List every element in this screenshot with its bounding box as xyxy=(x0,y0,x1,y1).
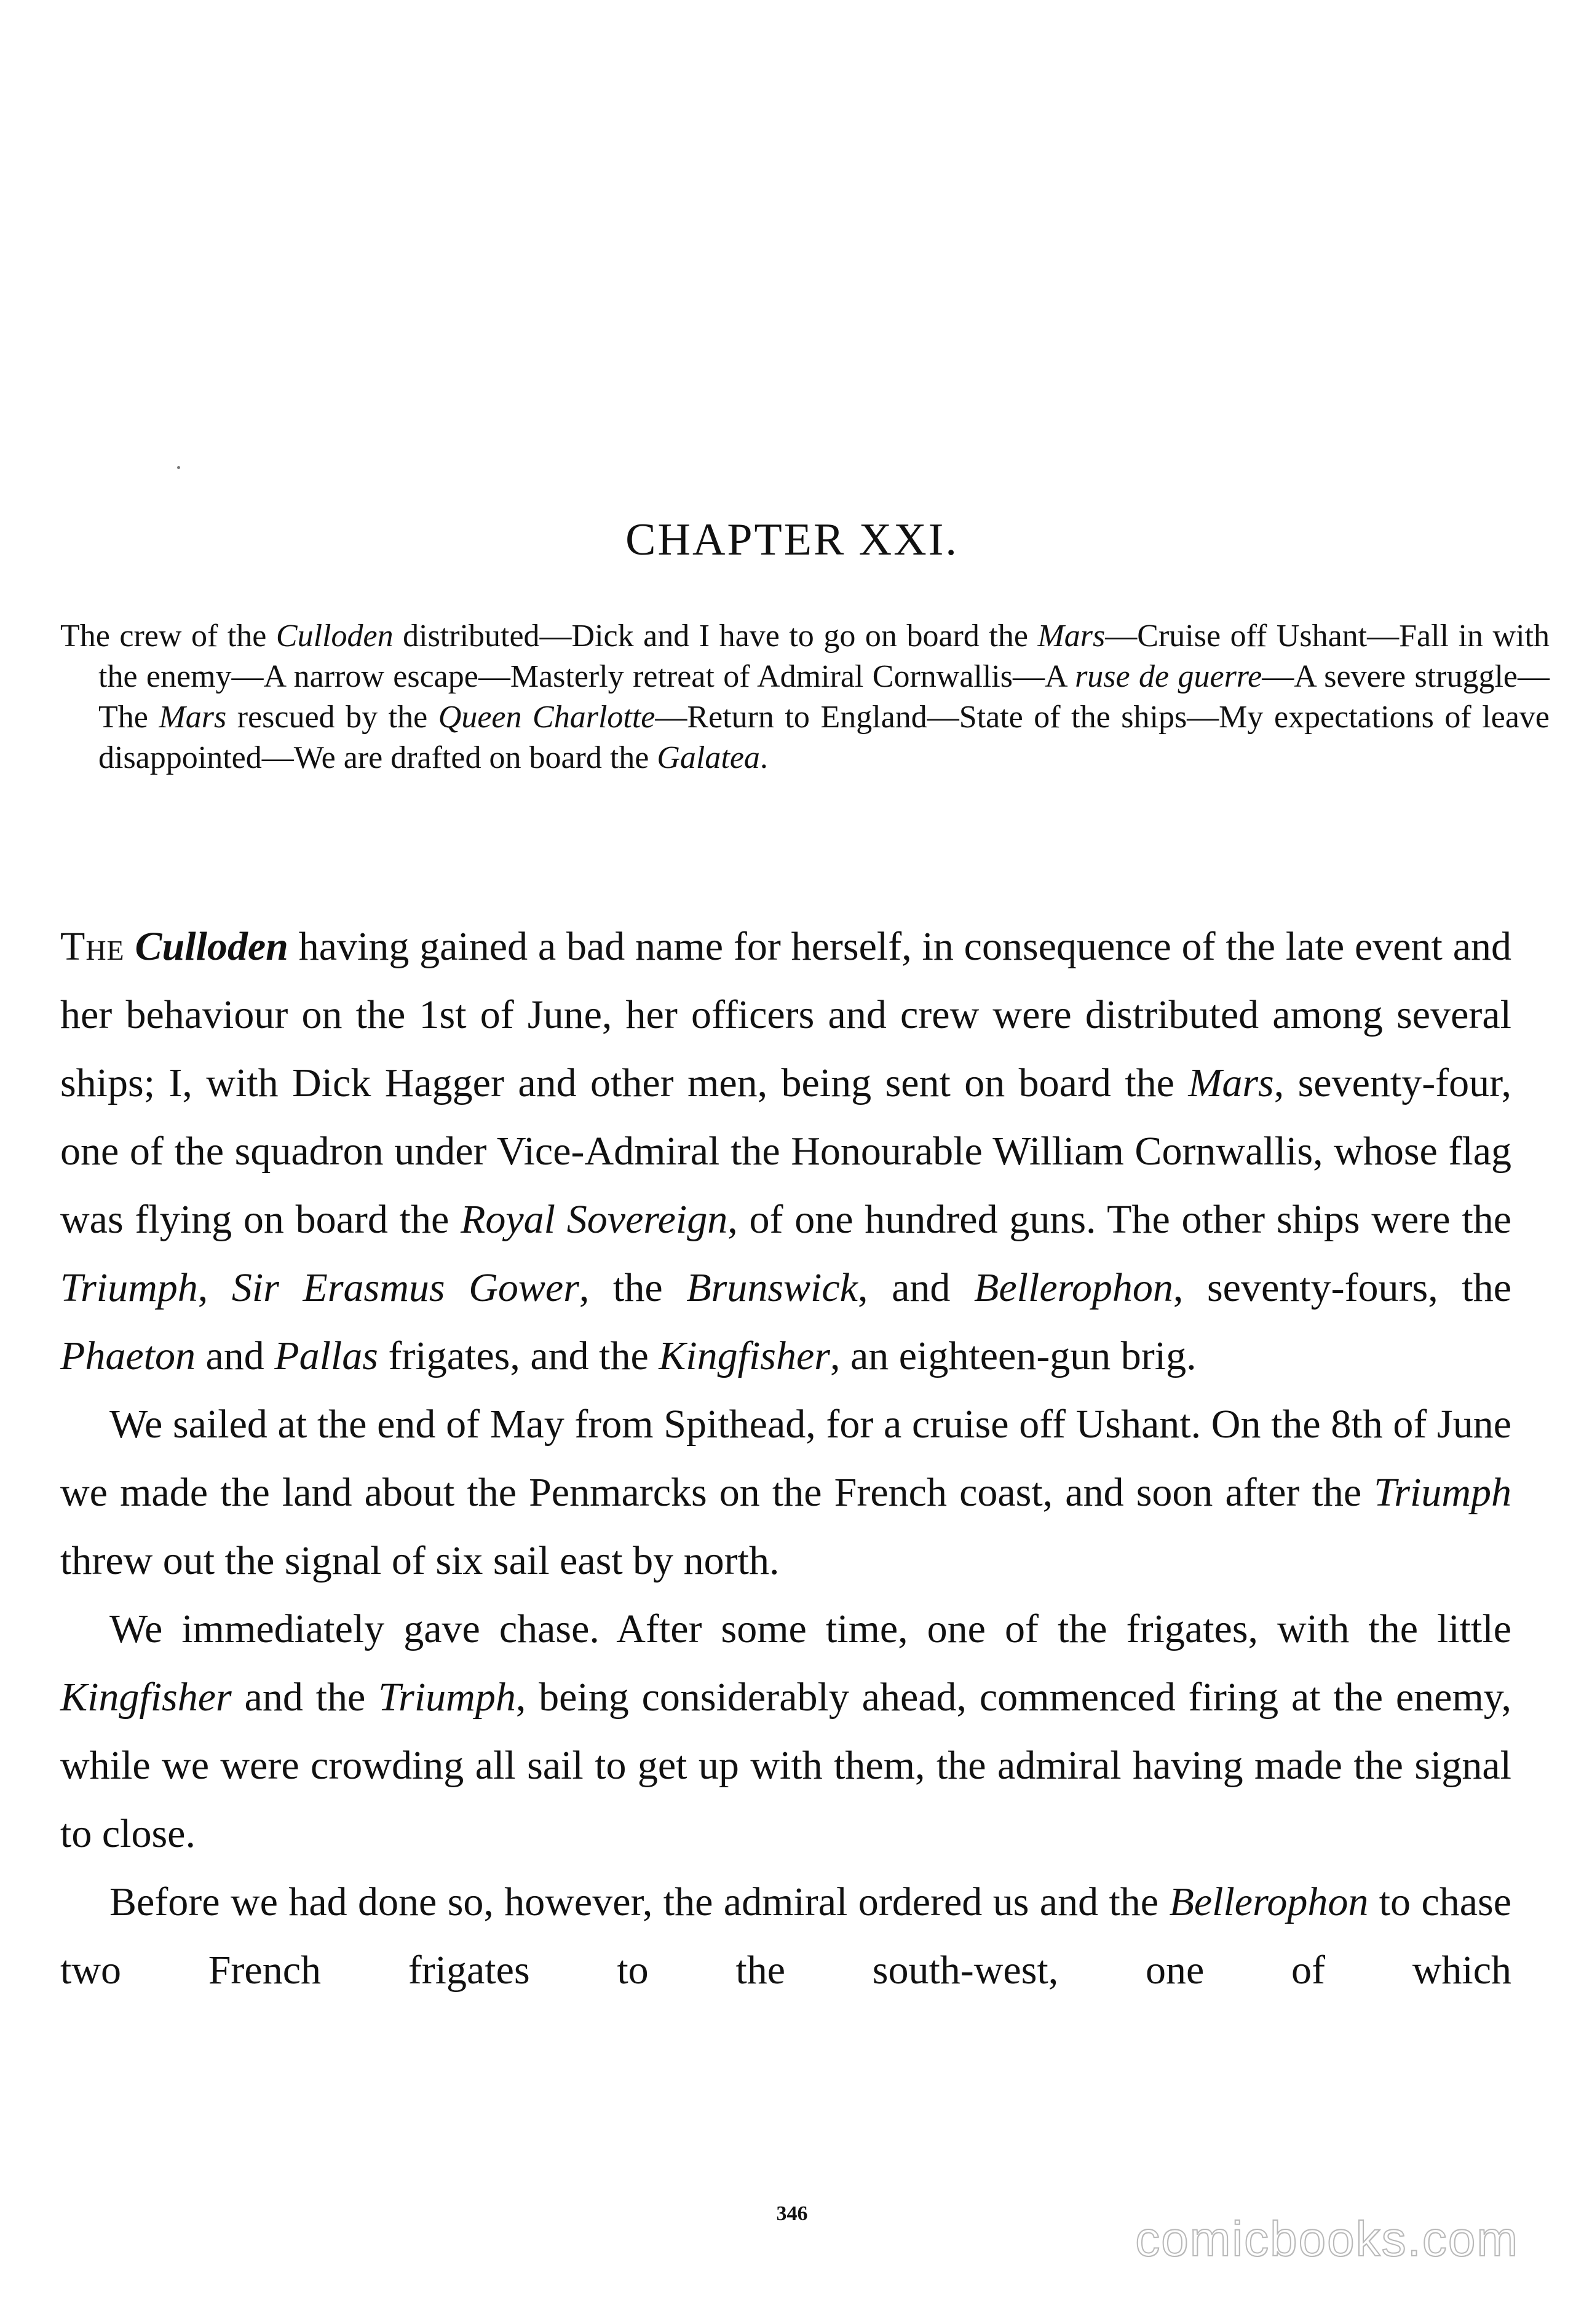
ship-name: Bellerophon xyxy=(1169,1879,1369,1924)
summary-text: distributed—Dick and I have to go on board the xyxy=(393,619,1038,654)
paragraph-text: having gained a bad name for herself, in consequence of the late event and her behaviour on the 1st of June, her officers and crew were distributed among several ships; I, with Dick Hagger and other men, being sent on board the xyxy=(60,924,1511,1105)
paragraph-text: , an eighteen-gun brig. xyxy=(830,1334,1197,1378)
paragraph-text: , of one hundred guns. The other ships were the xyxy=(727,1197,1511,1242)
summary-text: —Return to England—State of the ships—My expectations of leave disappointed—We are drafted on board the xyxy=(98,700,1550,775)
paragraph-text xyxy=(125,924,135,969)
summary-text: —A severe struggle—The xyxy=(98,659,1550,735)
paragraph-text: frigates, and the xyxy=(378,1334,659,1378)
chapter-title: CHAPTER XXI. xyxy=(625,515,959,565)
ship-name: Culloden xyxy=(135,924,288,969)
summary-text: rescued by the xyxy=(226,700,438,735)
summary-text: The crew of the xyxy=(60,619,276,654)
drop-word: The xyxy=(60,924,125,969)
ship-name: Phaeton xyxy=(60,1334,196,1378)
paragraph-3 xyxy=(60,1595,1511,1868)
chapter-body xyxy=(60,912,1511,2004)
paragraph-text: and the xyxy=(231,1675,379,1720)
stray-dot xyxy=(177,466,180,469)
paragraph-text: , being considerably ahead, commenced firing at the enemy, while we were crowding all sail to get up with them, the admiral having made the signal to close. xyxy=(60,1675,1511,1856)
ship-name: Triumph xyxy=(1374,1470,1511,1515)
watermark: comicbooks.com xyxy=(1135,2211,1519,2266)
ship-name: Triumph xyxy=(378,1675,516,1720)
paragraph-text: , and xyxy=(857,1265,975,1310)
ship-name: Pallas xyxy=(274,1334,378,1378)
paragraph-text: Before we had done so, however, the admiral ordered us and the xyxy=(109,1879,1170,1924)
summary-ship-name: Mars xyxy=(159,700,227,735)
summary-ship-name: Galatea xyxy=(657,740,760,775)
ship-name: Kingfisher xyxy=(659,1334,830,1378)
ship-name: Mars xyxy=(1188,1061,1274,1105)
ship-name: Triumph xyxy=(60,1265,198,1310)
summary-text: —Cruise off Ushant—Fall in with the enemy—A narrow escape—Masterly retreat of Admiral Cornwallis—A xyxy=(98,619,1550,694)
summary-ship-name: Culloden xyxy=(275,619,394,654)
paragraph-text: to chase two French frigates to the south-west, one of which xyxy=(60,1879,1512,1993)
paragraph-text: We sailed at the end of May from Spithead, for a cruise off Ushant. On the 8th of June we made the land about the Penmarcks on the French coast, and soon after the xyxy=(60,1402,1511,1515)
paragraph-text: , xyxy=(197,1265,232,1310)
paragraph-text: We immediately gave chase. After some time, one of the frigates, with the little xyxy=(109,1607,1511,1651)
ship-name: Kingfisher xyxy=(60,1675,232,1720)
summary-ship-name: Mars xyxy=(1037,619,1106,654)
paragraph-text: threw out the signal of six sail east by north. xyxy=(60,1538,780,1583)
paragraph-text: and xyxy=(195,1334,275,1378)
ship-name: Royal Sovereign xyxy=(461,1197,728,1242)
ship-name: Sir Erasmus Gower xyxy=(231,1265,579,1310)
paragraph-text: , seventy-fours, the xyxy=(1173,1265,1511,1310)
paragraph-2 xyxy=(60,1390,1511,1595)
summary-phrase: ruse de guerre xyxy=(1075,659,1262,694)
paragraph-1 xyxy=(60,912,1511,1390)
paragraph-text: , the xyxy=(579,1265,687,1310)
chapter-summary xyxy=(60,616,1550,778)
ship-name: Brunswick xyxy=(686,1265,858,1310)
summary-text: . xyxy=(759,740,768,775)
summary-ship-name: Queen Charlotte xyxy=(438,700,655,735)
ship-name: Bellerophon xyxy=(974,1265,1173,1310)
page-number: 346 xyxy=(776,2202,808,2225)
paragraph-text: , seventy-four, one of the squadron under Vice-Admiral the Honourable William Cornwallis, whose flag was flying on board the xyxy=(60,1061,1511,1242)
paragraph-4 xyxy=(60,1868,1511,2004)
